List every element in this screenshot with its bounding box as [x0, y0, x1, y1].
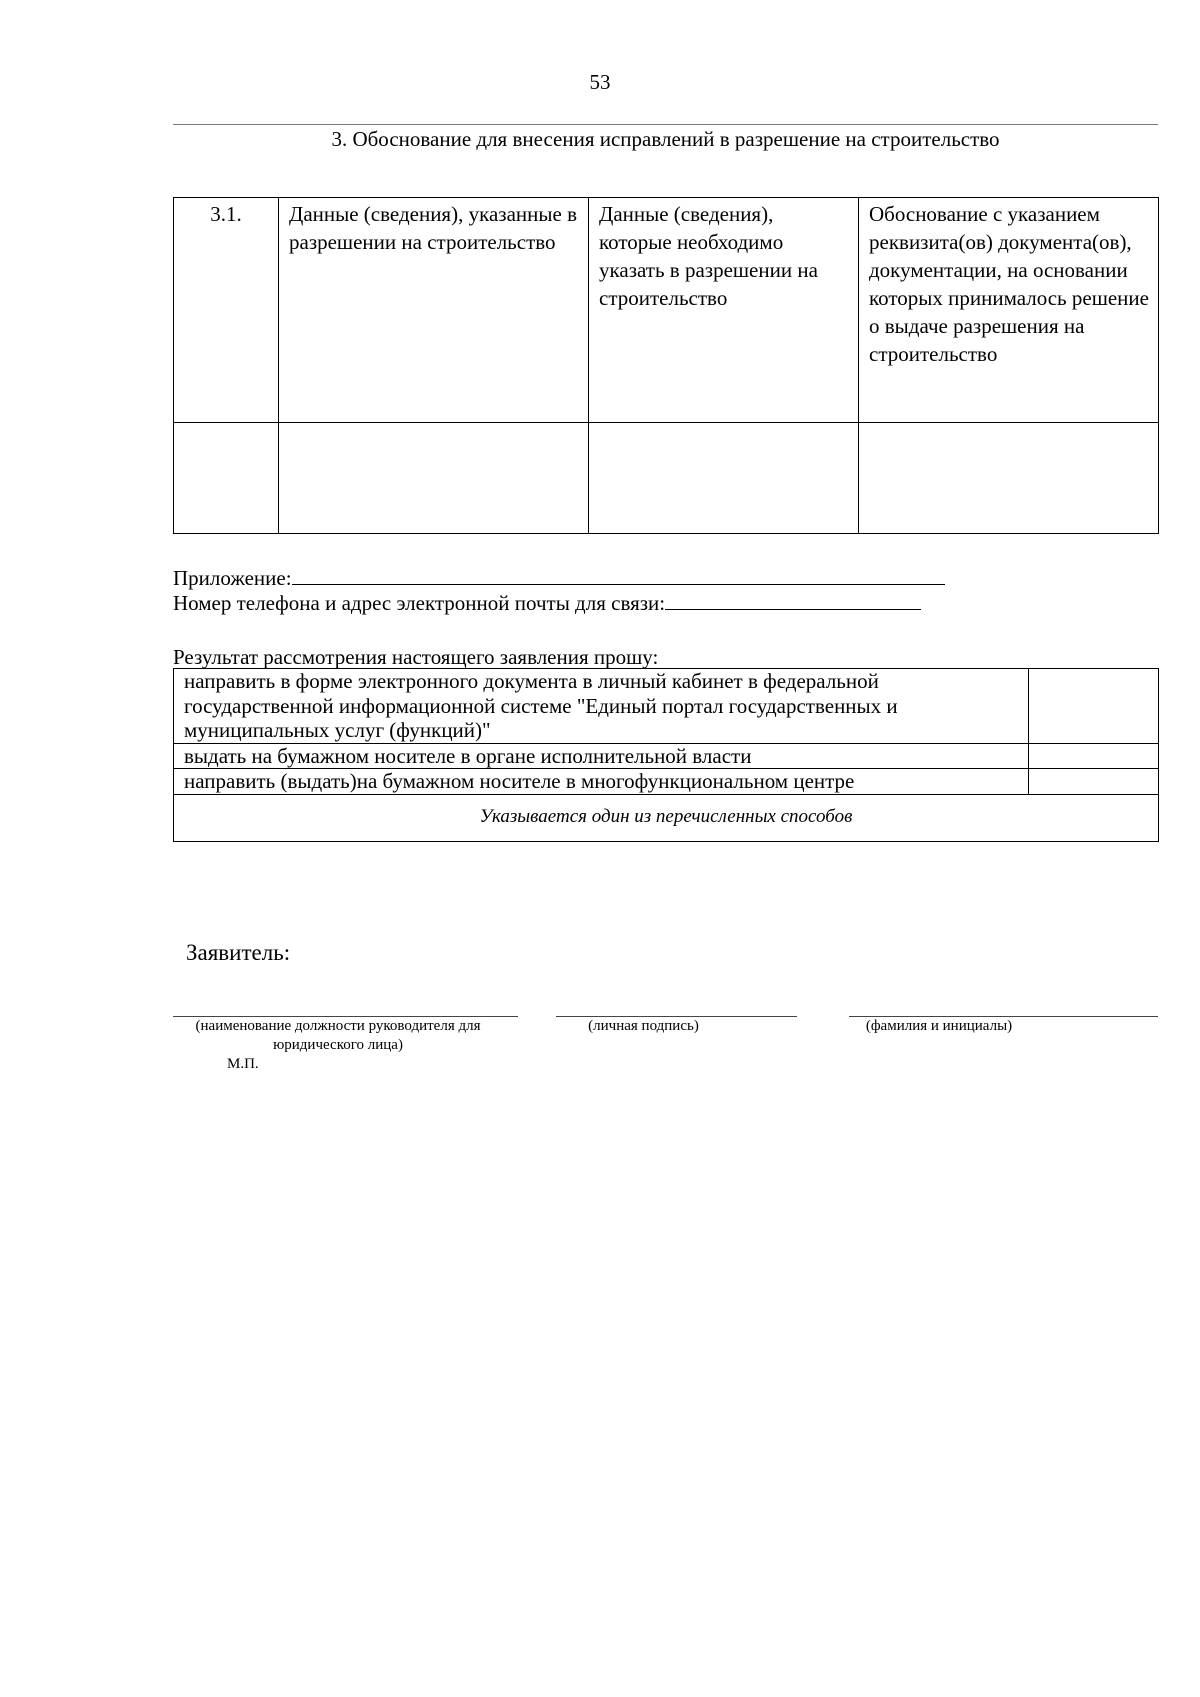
- corrections-header-row: [174, 198, 1159, 423]
- delivery-note-row: [174, 794, 1159, 841]
- name-caption: (фамилия и инициалы): [865, 1018, 1013, 1034]
- row-number: 3.1.: [174, 198, 279, 423]
- attachment-field[interactable]: [292, 566, 945, 585]
- stamp-mark: М.П.: [227, 1056, 259, 1072]
- contact-field[interactable]: [665, 591, 921, 610]
- section-title: 3. Обоснование для внесения исправлений в разрешение на строительство: [331, 127, 1000, 151]
- option-portal-checkbox[interactable]: [1029, 669, 1159, 744]
- contact-label: Номер телефона и адрес электронной почты для связи:: [173, 591, 666, 615]
- delivery-options-table: [173, 668, 1159, 842]
- option-mfc: направить (выдать)на бумажном носителе в многофункциональном центре: [174, 769, 1029, 795]
- delivery-note: Указывается один из перечисленных способов: [174, 794, 1159, 841]
- signature-caption: (личная подпись): [588, 1018, 699, 1034]
- entry-basis-cell[interactable]: [859, 423, 1159, 534]
- top-divider: [173, 124, 1158, 125]
- col-basis: Обоснование с указанием реквизита(ов) документа(ов), документации, на основании которых принималось решение о выдаче разрешения на строительство: [859, 198, 1159, 423]
- position-caption: (наименование должности руководителя для юридического лица): [195, 1018, 481, 1053]
- attachment-line: [173, 566, 945, 591]
- attachment-label: Приложение:: [173, 566, 292, 590]
- option-paper-authority: выдать на бумажном носителе в органе исполнительной власти: [174, 743, 1029, 769]
- col-required-data: Данные (сведения), которые необходимо указать в разрешении на строительство: [589, 198, 859, 423]
- corrections-entry-row: [174, 423, 1159, 534]
- delivery-option-row: [174, 769, 1159, 795]
- applicant-label: Заявитель:: [186, 940, 291, 965]
- result-intro: Результат рассмотрения настоящего заявления прошу:: [173, 645, 659, 669]
- page-number: 53: [589, 70, 611, 94]
- col-current-data: Данные (сведения), указанные в разрешении на строительство: [279, 198, 589, 423]
- option-portal: направить в форме электронного документа в личный кабинет в федеральной государственной информационной системе "Единый портал государственных и муниципальных услуг (функций)": [174, 669, 1029, 744]
- contact-line: [173, 591, 921, 616]
- corrections-table: [173, 197, 1159, 534]
- delivery-option-row: [174, 743, 1159, 769]
- delivery-option-row: [174, 669, 1159, 744]
- entry-current-cell[interactable]: [279, 423, 589, 534]
- entry-number-cell[interactable]: [174, 423, 279, 534]
- entry-required-cell[interactable]: [589, 423, 859, 534]
- option-paper-authority-checkbox[interactable]: [1029, 743, 1159, 769]
- option-mfc-checkbox[interactable]: [1029, 769, 1159, 795]
